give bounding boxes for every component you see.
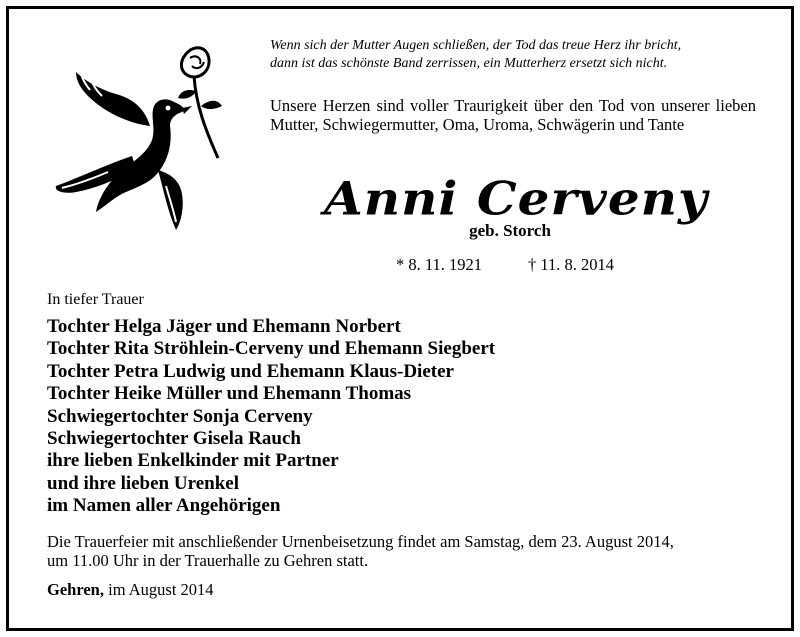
death-date: † 11. 8. 2014	[528, 255, 615, 274]
mourners-list	[47, 316, 767, 518]
funeral-line-2: um 11.00 Uhr in der Trauerhalle zu Gehren statt.	[47, 551, 369, 570]
funeral-line-1: Die Trauerfeier mit anschließender Urnenbeisetzung findet am Samstag, dem 23. August 2014,	[47, 532, 674, 551]
funeral-details	[47, 532, 777, 570]
mourner-line: Tochter Rita Ströhlein-Cerveny und Ehemann Siegbert	[47, 338, 496, 360]
memorial-poem	[270, 37, 760, 73]
birth-date: * 8. 11. 1921	[396, 255, 483, 274]
poem-line-2: dann ist das schönste Band zerrissen, ein Mutterherz ersetzt sich nicht.	[270, 56, 668, 71]
maiden-name: geb. Storch	[469, 221, 551, 240]
intro-text: Unsere Herzen sind voller Traurigkeit über den Tod von unserer lieben Mutter, Schwiegermutter, Oma, Uroma, Schwägerin und Tante	[270, 96, 756, 134]
mourner-line: ihre lieben Enkelkinder mit Partner	[47, 450, 339, 472]
mourner-line: Tochter Helga Jäger und Ehemann Norbert	[47, 316, 401, 337]
mourner-line: Schwiegertochter Gisela Rauch	[47, 428, 301, 450]
mourner-line: Tochter Heike Müller und Ehemann Thomas	[47, 383, 412, 405]
signoff-date: im August 2014	[108, 580, 214, 599]
mourner-line: im Namen aller Angehörigen	[47, 495, 281, 517]
signoff-place: Gehren,	[47, 580, 104, 599]
deceased-name: Anni Cerveny	[323, 171, 709, 226]
dove-with-rose-icon	[46, 36, 226, 236]
mourner-line: und ihre lieben Urenkel	[47, 472, 239, 494]
signoff	[47, 580, 214, 600]
mourner-line: Tochter Petra Ludwig und Ehemann Klaus-Dieter	[47, 360, 454, 382]
grief-label: In tiefer Trauer	[47, 291, 144, 308]
poem-line-1: Wenn sich der Mutter Augen schließen, der Tod das treue Herz ihr bricht,	[270, 38, 682, 53]
mourner-line: Schwiegertochter Sonja Cerveny	[47, 405, 313, 427]
